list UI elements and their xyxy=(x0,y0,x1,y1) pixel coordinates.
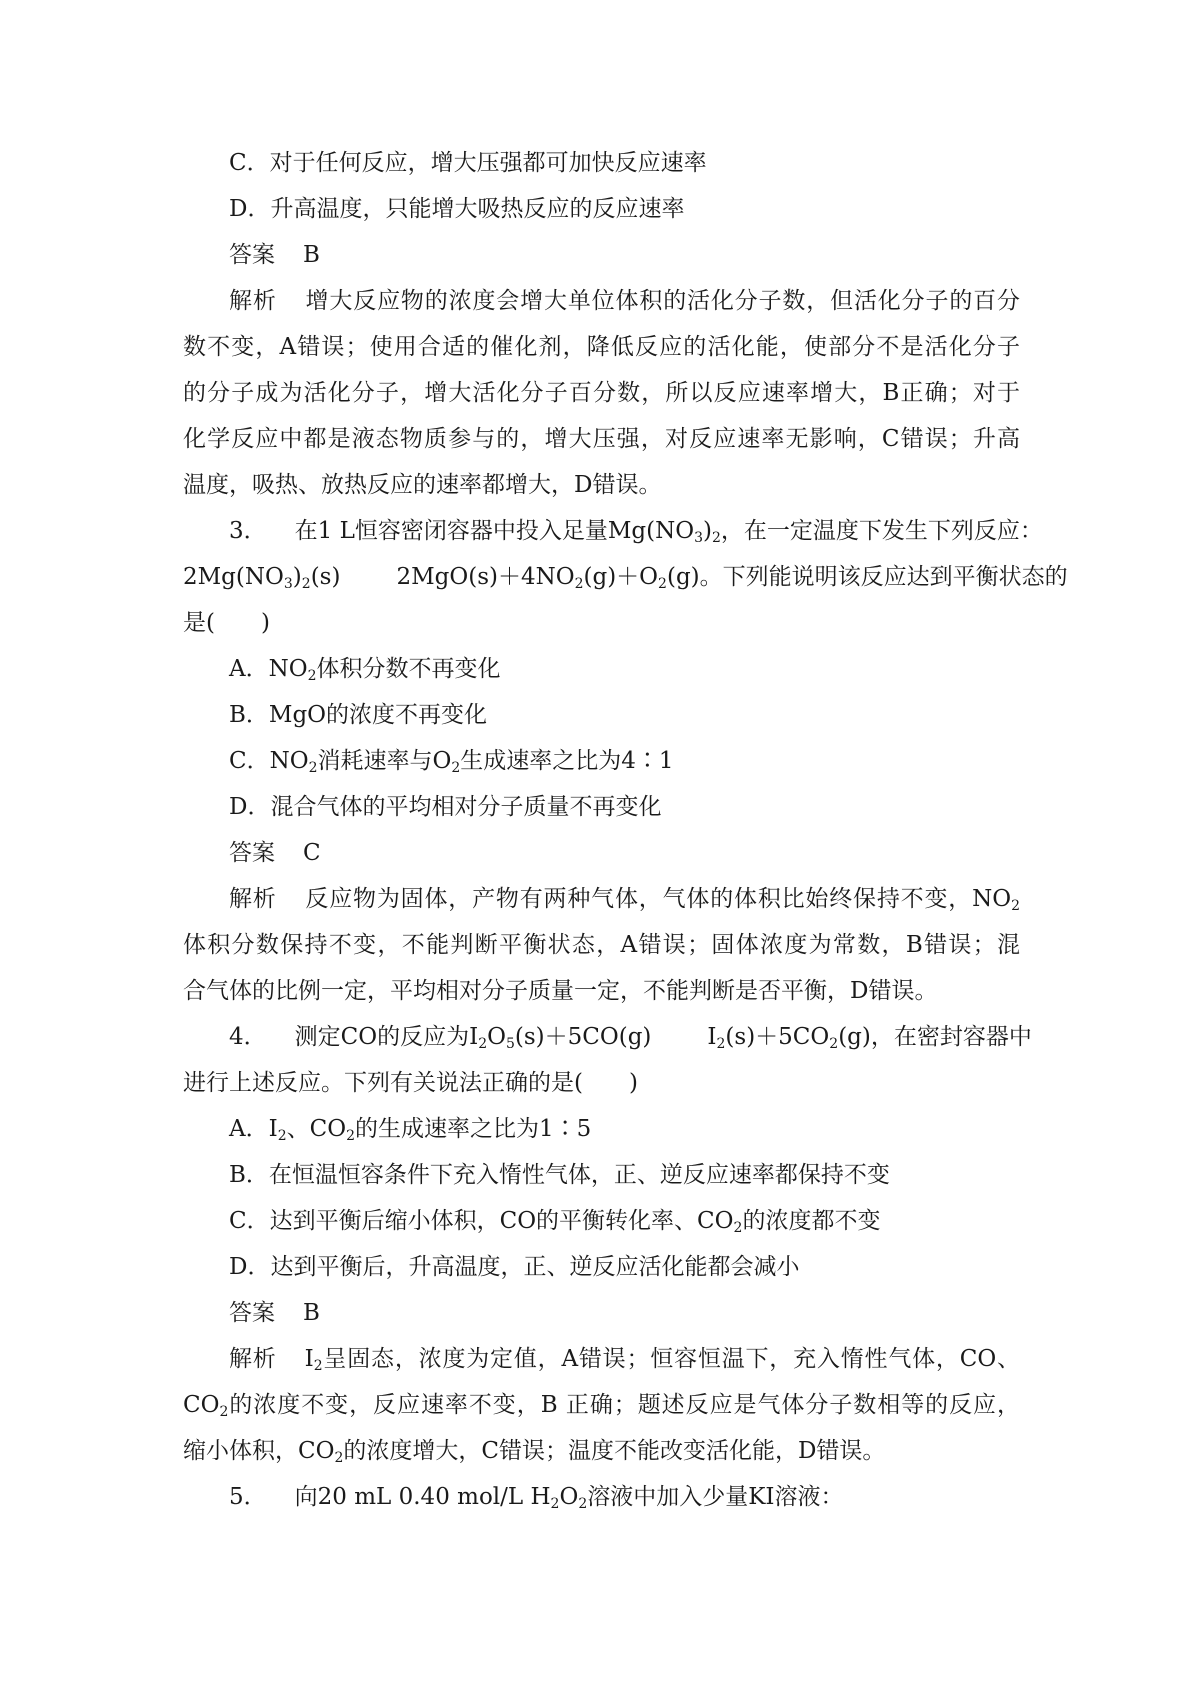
analysis-text: I xyxy=(304,1346,314,1372)
q2-analysis-line xyxy=(183,416,1020,462)
subscript: 2 xyxy=(346,1128,356,1144)
q4-stem-text: (s)＋5CO xyxy=(725,1024,830,1050)
q2-option-c-text: C．对于任何反应，增大压强都可加快反应速率 xyxy=(229,150,707,176)
equation-text: (g)。下列能说明该反应达到平衡状态的 xyxy=(666,564,1068,590)
option-text: 的生成速率之比为1∶5 xyxy=(355,1116,592,1142)
analysis-text: 的浓度不变，反应速率不变，B 正确；题述反应是气体分子数相等的反应， xyxy=(228,1392,1020,1418)
option-text: 消耗速率与O xyxy=(317,748,452,774)
analysis-text: CO xyxy=(183,1392,220,1418)
answer-value: B xyxy=(303,242,320,268)
equation-text: (s) xyxy=(310,564,341,590)
q3-stem-text: ，在一定温度下发生下列反应： xyxy=(720,518,1043,544)
subscript: 2 xyxy=(578,1496,588,1512)
q3-stem xyxy=(183,508,1043,554)
q2-option-c xyxy=(183,140,1020,186)
subscript: 2 xyxy=(716,1036,726,1052)
q3-analysis-line xyxy=(183,876,1020,922)
option-text: 生成速率之比为4∶1 xyxy=(460,748,674,774)
equation-text: (g)＋O xyxy=(583,564,659,590)
q4-answer xyxy=(183,1290,1020,1336)
q5-stem xyxy=(183,1474,1020,1520)
q4-stem-text: (g)，在密封容器中 xyxy=(838,1024,1032,1050)
q3-answer xyxy=(183,830,1020,876)
option-text: 、CO xyxy=(286,1116,347,1142)
q3-stem-end xyxy=(183,600,1020,646)
analysis-text: 数不变，A错误；使用合适的催化剂，降低反应的活化能，使部分不是活化分子 xyxy=(183,334,1020,360)
equation-text: 2Mg(NO xyxy=(183,564,284,590)
option-text: C．达到平衡后缩小体积，CO的平衡转化率、CO xyxy=(229,1208,734,1234)
analysis-text: 化学反应中都是液态物质参与的，增大压强，对反应速率无影响，C错误；升高 xyxy=(183,426,1020,452)
answer-label: 答案 xyxy=(229,1300,275,1326)
q4-stem-text: (s)＋5CO(g) xyxy=(514,1024,652,1050)
q4-stem-text: O xyxy=(487,1024,506,1050)
subscript: 2 xyxy=(307,668,317,684)
analysis-text: 体积分数保持不变，不能判断平衡状态，A错误；固体浓度为常数，B错误；混 xyxy=(183,932,1020,958)
answer-value: B xyxy=(303,1300,320,1326)
q4-option-d xyxy=(183,1244,1020,1290)
subscript: 5 xyxy=(505,1036,515,1052)
equation-text: 2MgO(s)＋4NO xyxy=(396,564,575,590)
q2-analysis-line xyxy=(183,278,1020,324)
q3-option-b xyxy=(183,692,1020,738)
analysis-label: 解析 xyxy=(229,1346,277,1372)
subscript: 2 xyxy=(313,1358,323,1374)
analysis-text: 呈固态，浓度为定值，A错误；恒容恒温下，充入惰性气体，CO、 xyxy=(322,1346,1020,1372)
subscript: 2 xyxy=(478,1036,488,1052)
q5-stem-text: 向20 mL 0.40 mol/L H xyxy=(294,1484,551,1510)
answer-value: C xyxy=(303,840,321,866)
subscript: 2 xyxy=(219,1404,229,1420)
subscript: 2 xyxy=(574,576,584,592)
option-text: A．NO xyxy=(229,656,308,682)
q3-stem-text: ) xyxy=(703,518,712,544)
subscript: 2 xyxy=(301,576,311,592)
answer-label: 答案 xyxy=(229,242,275,268)
q2-analysis-line xyxy=(183,462,1020,508)
subscript: 2 xyxy=(451,760,461,776)
q2-analysis-line xyxy=(183,324,1020,370)
analysis-text: 缩小体积，CO xyxy=(183,1438,335,1464)
q3-analysis-line xyxy=(183,968,1020,1014)
option-text: D．混合气体的平均相对分子质量不再变化 xyxy=(229,794,662,820)
option-text: D．达到平衡后，升高温度，正、逆反应活化能都会减小 xyxy=(229,1254,800,1280)
subscript: 2 xyxy=(277,1128,287,1144)
q3-option-a xyxy=(183,646,1020,692)
q2-answer xyxy=(183,232,1020,278)
subscript: 2 xyxy=(829,1036,839,1052)
q4-analysis-line xyxy=(183,1428,1020,1474)
subscript: 2 xyxy=(550,1496,560,1512)
subscript: 2 xyxy=(308,760,318,776)
subscript: 2 xyxy=(1011,898,1021,914)
q5-stem-text: 溶液中加入少量KI溶液： xyxy=(587,1484,844,1510)
analysis-text: 的分子成为活化分子，增大活化分子百分数，所以反应速率增大，B正确；对于 xyxy=(183,380,1020,406)
question-number: 3． xyxy=(229,518,267,544)
q3-analysis-line xyxy=(183,922,1020,968)
analysis-text: 温度，吸热、放热反应的速率都增大，D错误。 xyxy=(183,472,662,498)
analysis-text: 的浓度增大，C错误；温度不能改变活化能，D错误。 xyxy=(343,1438,886,1464)
q3-stem-text: 是( ) xyxy=(183,610,270,636)
option-text: B．MgO的浓度不再变化 xyxy=(229,702,488,728)
q4-stem xyxy=(183,1014,1032,1060)
q4-stem-line2 xyxy=(183,1060,1020,1106)
option-text: 的浓度都不变 xyxy=(742,1208,881,1234)
subscript: 2 xyxy=(334,1450,344,1466)
q3-option-c xyxy=(183,738,1020,784)
equation-text: ) xyxy=(292,564,302,590)
subscript: 2 xyxy=(733,1220,743,1236)
q5-stem-text: O xyxy=(559,1484,579,1510)
q3-option-d xyxy=(183,784,1020,830)
answer-label: 答案 xyxy=(229,840,275,866)
question-number: 4． xyxy=(229,1024,267,1050)
subscript: 3 xyxy=(283,576,293,592)
q4-stem-text: 测定CO的反应为I xyxy=(294,1024,479,1050)
analysis-text: 反应物为固体，产物有两种气体，气体的体积比始终保持不变，NO xyxy=(304,886,1012,912)
q4-analysis-line xyxy=(183,1382,1020,1428)
option-text: A．I xyxy=(229,1116,278,1142)
analysis-text: 合气体的比例一定，平均相对分子质量一定，不能判断是否平衡，D错误。 xyxy=(183,978,938,1004)
option-text: C．NO xyxy=(229,748,309,774)
q4-option-a xyxy=(183,1106,1020,1152)
option-text: 体积分数不再变化 xyxy=(316,656,501,682)
subscript: 3 xyxy=(694,530,704,546)
analysis-label: 解析 xyxy=(229,288,277,314)
q2-option-d-text: D．升高温度，只能增大吸热反应的反应速率 xyxy=(229,196,685,222)
q4-stem-text: 进行上述反应。下列有关说法正确的是( ) xyxy=(183,1070,638,1096)
q2-option-d xyxy=(183,186,1020,232)
analysis-text: 增大反应物的浓度会增大单位体积的活化分子数，但活化分子的百分 xyxy=(304,288,1020,314)
document-body xyxy=(183,140,1068,1520)
q3-equation xyxy=(183,554,1068,600)
q4-stem-text: I xyxy=(707,1024,717,1050)
q3-stem-text: 在1 L恒容密闭容器中投入足量Mg(NO xyxy=(294,518,695,544)
q4-analysis-line xyxy=(183,1336,1020,1382)
q4-option-b xyxy=(183,1152,1020,1198)
q4-option-c xyxy=(183,1198,1020,1244)
option-text: B．在恒温恒容条件下充入惰性气体，正、逆反应速率都保持不变 xyxy=(229,1162,890,1188)
analysis-label: 解析 xyxy=(229,886,277,912)
subscript: 2 xyxy=(658,576,667,592)
question-number: 5． xyxy=(229,1484,267,1510)
subscript: 2 xyxy=(712,530,721,546)
q2-analysis-line xyxy=(183,370,1020,416)
